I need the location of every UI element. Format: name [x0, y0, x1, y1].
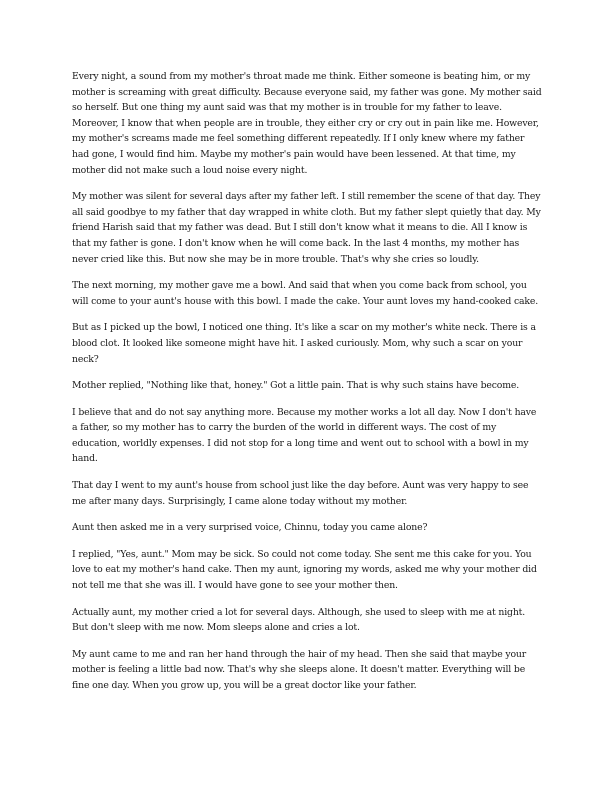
paragraph-6: I believe that and do not say anything more. Because my mother works a lot all day. Now I don't have a father, so my mother has to carry the burden of the world in different ways. The cost of my education, worldly expenses. I did not stop for a long time and went out to school with a bowl in my hand. [72, 406, 537, 465]
paragraph-7: That day I went to my aunt's house from school just like the day before. Aunt was very happy to see me after many days. Surprisingly, I came alone today without my mother. [72, 480, 529, 507]
document-page [72, 69, 542, 705]
paragraph-9: I replied, "Yes, aunt." Mom may be sick. So could not come today. She sent me this cake for you. You love to eat my mother's hand cake. Then my aunt, ignoring my words, asked me why your mother did not tell me that she was ill. I would have gone to see your mother then. [72, 548, 537, 592]
paragraph-3: The next morning, my mother gave me a bowl. And said that when you come back from school, you will come to your aunt's house with this bowl. I made the cake. Your aunt loves my hand-cooked cake. [72, 280, 539, 307]
paragraph-5: Mother replied, "Nothing like that, honey." Got a little pain. That is why such stains have become. [72, 380, 520, 392]
paragraph-11: My aunt came to me and ran her hand through the hair of my head. Then she said that maybe your mother is feeling a little bad now. That's why she sleeps alone. It doesn't matter. Everything will be fine one day. When you grow up, you will be a great doctor like your father. [72, 648, 527, 691]
paragraph-1: Every night, a sound from my mother's throat made me think. Either someone is beating him, or my mother is screaming with great difficulty. Because everyone said, my father was gone. My mother said so herself. But one thing my aunt said was that my mother is in trouble for my father to leave. Moreover, I know that when people are in trouble, they either cry or cry out in pain like me. However, my mother's screams made me feel something different repeatedly. If I only knew where my father had gone, I would find him. Maybe my mother's pain would have been lessened. At that time, my mother did not make such a loud noise every night. [72, 71, 542, 176]
paragraph-2: My mother was silent for several days after my father left. I still remember the scene of that day. They all said goodbye to my father that day wrapped in white cloth. But my father slept quietly that day. My friend Harish said that my father was dead. But I still don't know what it means to die. All I know is that my father is gone. I don't know when he will come back. In the last 4 months, my mother has never cried like this. But now she may be in more trouble. That's why she cries so loudly. [72, 191, 541, 265]
paragraph-10: Actually aunt, my mother cried a lot for several days. Although, she used to sleep with me at night. But don't sleep with me now. Mom sleeps alone and cries a lot. [72, 606, 526, 634]
paragraph-8: Aunt then asked me in a very surprised voice, Chinnu, today you came alone? [72, 522, 428, 534]
paragraph-4: But as I picked up the bowl, I noticed one thing. It's like a scar on my mother's white neck. There is a blood clot. It looked like someone might have hit. I asked curiously. Mom, why such a scar on your neck? [72, 322, 536, 365]
